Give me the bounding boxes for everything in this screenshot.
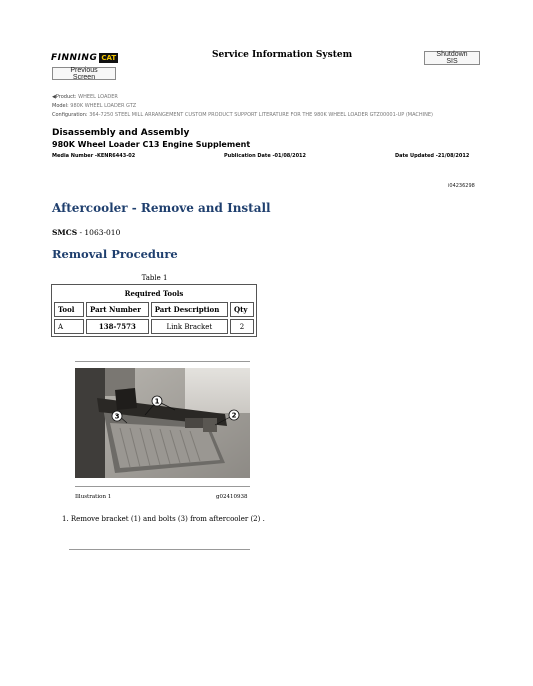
config-value: 364-7250 STEEL MILL ARRANGEMENT CUSTOM PRODUCT SUPPORT LITERATURE FOR THE 980K WHEEL LOADER GTZ00001-UP (MACHINE) xyxy=(89,112,434,118)
smcs-label: SMCS xyxy=(52,228,78,237)
header-tool: Tool xyxy=(54,302,84,317)
previous-screen-button[interactable]: Previous Screen xyxy=(52,67,116,80)
finning-cat-logo xyxy=(51,50,118,65)
document-subheading: 980K Wheel Loader C13 Engine Supplement xyxy=(52,140,251,149)
document-heading: Disassembly and Assembly xyxy=(52,128,190,138)
page-title: Aftercooler - Remove and Install xyxy=(52,201,271,215)
table-caption: Table 1 xyxy=(141,274,168,282)
aftercooler-photo xyxy=(75,368,250,478)
callout-3 xyxy=(112,411,122,421)
illustration-bottom-rule xyxy=(75,486,250,487)
cell-qty: 2 xyxy=(230,319,254,334)
header-part-number: Part Number xyxy=(86,302,149,317)
cell-tool: A xyxy=(54,319,84,334)
date-updated: Date Updated -21/08/2012 xyxy=(395,153,470,159)
model-label: Model: xyxy=(52,103,69,109)
product-line xyxy=(52,94,118,100)
model-value: 980K WHEEL LOADER GTZ xyxy=(70,103,137,109)
illustration-caption: Illustration 1 xyxy=(75,494,112,500)
table-title: Required Tools xyxy=(124,289,184,298)
illustration-id: g02410938 xyxy=(216,494,248,500)
callout-2-label: 2 xyxy=(231,411,237,420)
table-header-row xyxy=(54,302,254,317)
publication-date: Publication Date -01/08/2012 xyxy=(224,153,307,159)
required-tools-table xyxy=(51,284,257,337)
document-id: i04236298 xyxy=(448,183,475,189)
back-arrow-icon[interactable]: ◀ xyxy=(52,94,56,100)
callout-2 xyxy=(229,410,239,420)
logo-badge: CAT xyxy=(101,53,117,62)
logo-text: FINNING xyxy=(51,52,98,63)
product-label: Product: xyxy=(55,94,77,100)
configuration-line xyxy=(52,112,433,118)
callout-1-label: 1 xyxy=(154,397,160,406)
callout-1 xyxy=(152,396,162,406)
system-title: Service Information System xyxy=(212,50,353,60)
callout-3-label: 3 xyxy=(114,412,120,421)
procedure-step: 1. Remove bracket (1) and bolts (3) from aftercooler (2) . xyxy=(62,515,265,523)
config-label: Configuration: xyxy=(52,112,88,118)
product-value: WHEEL LOADER xyxy=(78,94,118,100)
header-qty: Qty xyxy=(230,302,254,317)
step-rule xyxy=(69,549,250,550)
shutdown-sis-button[interactable]: Shutdown SIS xyxy=(424,51,480,65)
media-number: Media Number -KENR6443-02 xyxy=(52,153,136,159)
section-title: Removal Procedure xyxy=(52,247,178,261)
header-part-description: Part Description xyxy=(151,302,228,317)
table-row xyxy=(54,319,254,334)
illustration-top-rule xyxy=(75,361,250,362)
cell-part-number: 138-7573 xyxy=(86,319,149,334)
smcs-code xyxy=(52,228,120,237)
cell-part-description: Link Bracket xyxy=(151,319,228,334)
model-line xyxy=(52,103,136,109)
smcs-value: - 1063-010 xyxy=(77,228,121,237)
